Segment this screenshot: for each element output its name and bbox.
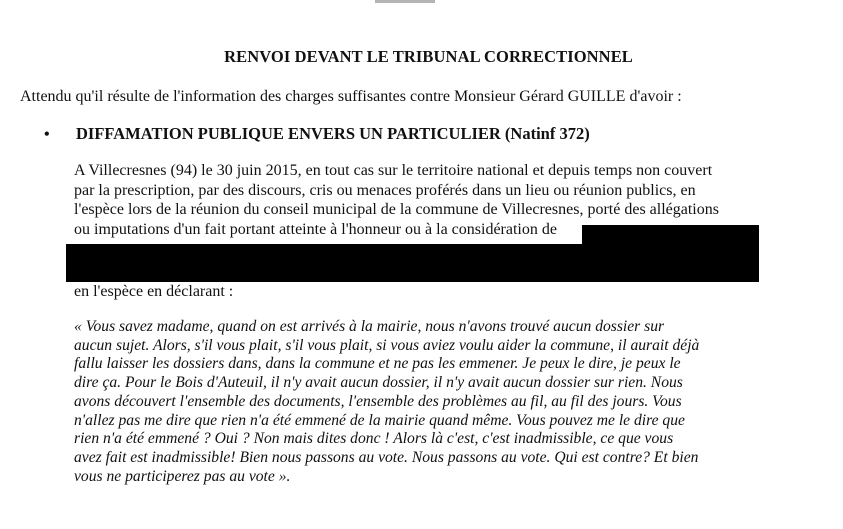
quote-line: avez fait est inadmissible! Bien nous passons au vote. Nous passons au vote. Qui est contre? Et bien	[74, 448, 699, 466]
quote-line: vous ne participerez pas au vote ».	[74, 467, 291, 485]
quoted-statement	[74, 318, 774, 486]
redaction-bar-block	[66, 244, 759, 282]
quote-line: n'allez pas me dire que rien n'a été emmené de la mairie quand même. Vous pouvez me le dire que	[74, 411, 685, 429]
facts-line: ou imputations d'un fait portant atteinte à l'honneur ou à la considération de	[74, 220, 557, 238]
scan-artifact-rule	[375, 0, 435, 3]
charge-title: DIFFAMATION PUBLIQUE ENVERS UN PARTICULIER (Natinf 372)	[76, 124, 590, 143]
bullet-marker: •	[44, 126, 50, 143]
quote-line: rien n'a été emmené ? Oui ? Non mais dites donc ! Alors là c'est, c'est inadmissible, ce que vous	[74, 430, 674, 448]
quote-line: aucun sujet. Alors, s'il vous plait, s'il vous plait, si vous aviez voulu aider la commune, il aurait déjà	[74, 336, 700, 354]
section-heading: RENVOI DEVANT LE TRIBUNAL CORRECTIONNEL	[224, 47, 633, 66]
facts-line: A Villecresnes (94) le 30 juin 2015, en tout cas sur le territoire national et depuis temps non couvert	[74, 162, 713, 179]
attendu-paragraph: Attendu qu'il résulte de l'information des charges suffisantes contre Monsieur Gérard GUILLE d'avoir :	[20, 88, 682, 105]
quote-line: fallu laisser les dossiers dans, dans la commune et ne pas les emmener. Je peux le dire, je peux le	[74, 355, 681, 373]
quote-line: dire ça. Pour le Bois d'Auteuil, il n'y avait aucun dossier, il n'y avait aucun dossier sur rien. Nous	[74, 374, 683, 392]
facts-line: l'espèce lors de la réunion du conseil municipal de la commune de Villecresnes, porté des allégations	[74, 201, 719, 218]
declarant-line: en l'espèce en déclarant :	[74, 283, 234, 300]
quote-line: « Vous savez madame, quand on est arrivés à la mairie, nous n'avons trouvé aucun dossier sur	[74, 318, 665, 335]
facts-line: par la prescription, par des discours, cris ou menaces proférés dans un lieu ou réunion publics, en	[74, 181, 696, 199]
quote-line: avons découvert l'ensemble des documents, l'ensemble des problèmes au fil, au fil des jours. Vous	[74, 392, 682, 410]
